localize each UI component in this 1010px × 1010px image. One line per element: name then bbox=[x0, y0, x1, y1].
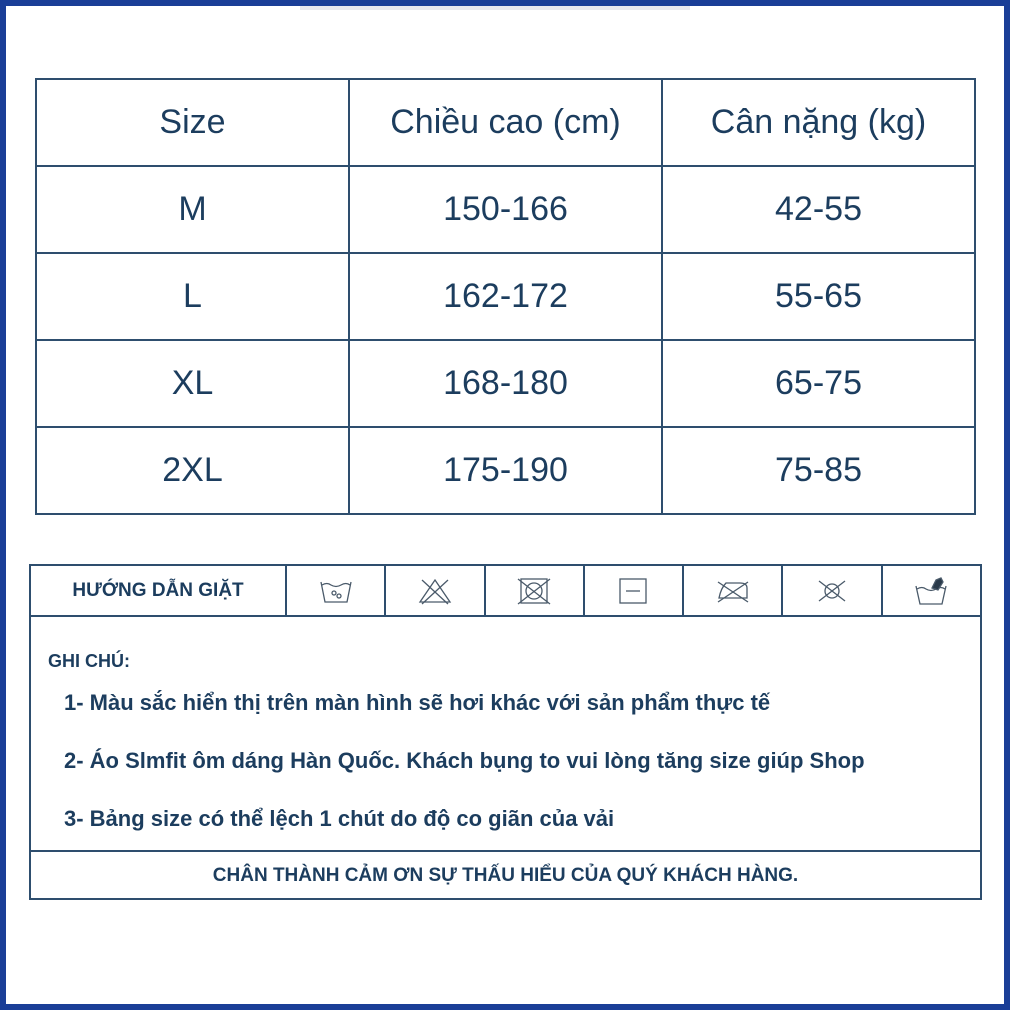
weight-cell: 65-75 bbox=[662, 340, 975, 427]
size-table bbox=[35, 78, 976, 515]
header-size: Size bbox=[36, 79, 349, 166]
weight-cell: 75-85 bbox=[662, 427, 975, 514]
weight-cell: 42-55 bbox=[662, 166, 975, 253]
iron-low-icon bbox=[714, 576, 752, 606]
top-strip bbox=[300, 6, 690, 10]
care-instructions-box bbox=[29, 564, 982, 900]
size-cell: L bbox=[36, 253, 349, 340]
size-cell: M bbox=[36, 166, 349, 253]
height-cell: 150-166 bbox=[349, 166, 662, 253]
size-cell: XL bbox=[36, 340, 349, 427]
wash-30-icon bbox=[317, 576, 355, 606]
thank-you-footer: CHÂN THÀNH CẢM ƠN SỰ THẤU HIỂU CỦA QUÝ KHÁCH HÀNG. bbox=[31, 850, 980, 900]
size-cell: 2XL bbox=[36, 427, 349, 514]
no-dry-clean-icon bbox=[813, 576, 851, 606]
care-icons-row bbox=[31, 566, 980, 617]
weight-cell: 55-65 bbox=[662, 253, 975, 340]
table-row bbox=[36, 253, 975, 340]
height-cell: 168-180 bbox=[349, 340, 662, 427]
table-row bbox=[36, 340, 975, 427]
table-row bbox=[36, 166, 975, 253]
size-table-header bbox=[36, 79, 975, 166]
height-cell: 175-190 bbox=[349, 427, 662, 514]
note-item: 1- Màu sắc hiển thị trên màn hình sẽ hơi khác với sản phẩm thực tế bbox=[64, 690, 771, 715]
table-row bbox=[36, 427, 975, 514]
note-item: 3- Bảng size có thể lệch 1 chút do độ co giãn của vải bbox=[64, 806, 615, 831]
no-bleach-icon bbox=[416, 576, 454, 606]
height-cell: 162-172 bbox=[349, 253, 662, 340]
header-height: Chiều cao (cm) bbox=[349, 79, 662, 166]
care-title: HƯỚNG DẪN GIẶT bbox=[31, 566, 287, 615]
notes-title: GHI CHÚ: bbox=[48, 651, 130, 671]
header-weight: Cân nặng (kg) bbox=[662, 79, 975, 166]
no-tumble-dry-icon bbox=[515, 576, 553, 606]
note-item: 2- Áo Slmfit ôm dáng Hàn Quốc. Khách bụng to vui lòng tăng size giúp Shop bbox=[64, 748, 865, 773]
dry-flat-icon bbox=[614, 576, 652, 606]
notes-section bbox=[31, 617, 980, 850]
hand-wash-icon bbox=[912, 576, 950, 606]
